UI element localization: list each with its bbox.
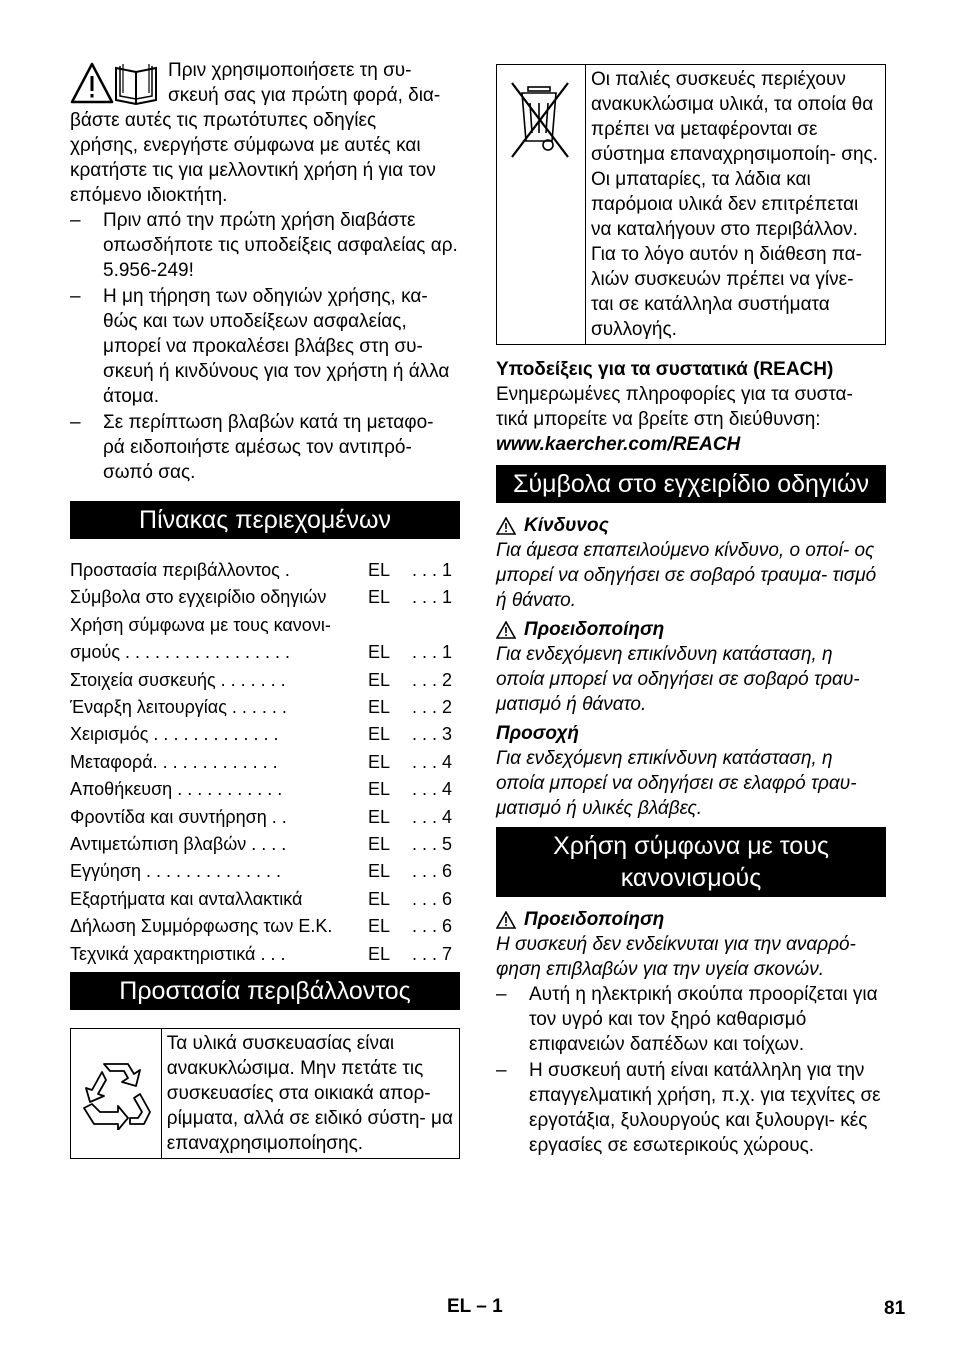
toc-row[interactable]: [70, 913, 460, 940]
toc-entry-title: Εξαρτήματα και ανταλλακτικά: [70, 888, 303, 909]
toc-row[interactable]: [70, 639, 460, 666]
toc-entry-page: . . . 3: [411, 724, 452, 745]
intro-line-1: Πριν χρησιμοποιήσετε τη συ-: [168, 60, 412, 81]
intro-line-2: σκευή σας για πρώτη φορά, δια-: [168, 85, 441, 106]
dash-mark: –: [70, 286, 81, 307]
toc-entry-lang: [368, 612, 402, 639]
toc-entry-title: Τεχνικά χαρακτηριστικά . . .: [70, 943, 286, 964]
list-item: [70, 208, 460, 283]
footer-page-ref: – 1: [476, 1296, 503, 1317]
dash-mark: –: [70, 412, 81, 433]
toc-entry-title: Στοιχεία συσκευής . . . . . . .: [70, 669, 286, 690]
list-item: [70, 410, 460, 485]
toc-entry-lang: EL: [368, 642, 391, 663]
toc-entry-title: Φροντίδα και συντήρηση . .: [70, 806, 287, 827]
dash-mark: –: [70, 210, 81, 231]
intro-line-6: επόμενο ιδιοκτήτη.: [70, 185, 228, 206]
toc-entry-page: . . . 5: [411, 834, 452, 855]
toc-entry-lang: EL: [368, 916, 391, 937]
toc-entry-lang: EL: [368, 861, 391, 882]
toc-row[interactable]: [70, 667, 460, 694]
bullet-text: Η συσκευή αυτή είναι κατάλληλη για την επαγγελματική χρήση, π.χ. για τεχνίτες σε εργοτάξια, ξυλουργούς και ξυλουργι- κές εργασίες σε εσωτερικούς χώρους.: [529, 1060, 881, 1156]
toc-row[interactable]: [70, 749, 460, 776]
toc-row[interactable]: [70, 831, 460, 858]
recycling-text: Τα υλικά συσκευασίας είναι ανακυκλώσιμα. Μην πετάτε τις συσκευασίες στα οικιακά απορ- ρίμματα, αλλά σε ειδικό σύστη- μα επαναχρησιμοποίησης.: [166, 1033, 453, 1155]
toc-entry-lang: EL: [368, 560, 391, 580]
warning-triangle-icon: [496, 911, 516, 929]
toc-entry-page: [402, 612, 460, 639]
toc-entry-title: Μεταφορά. . . . . . . . . . . . .: [70, 751, 278, 772]
danger-signal: [496, 513, 886, 538]
toc-row[interactable]: [70, 776, 460, 803]
reach-text: Ενημερωμένες πληροφορίες για τα συστα- τικά μπορείτε να βρείτε στη διεύθυνση:: [496, 384, 853, 430]
weee-box: [496, 64, 886, 345]
toc-entry-title: Έναρξη λειτουργίας . . . . . .: [70, 697, 287, 718]
toc-entry-page: . . . 2: [411, 697, 452, 718]
weee-text: Οι παλιές συσκευές περιέχουν ανακυκλώσιμα υλικά, τα οποία θα πρέπει να μεταφέρονται σε σύστημα επαναχρησιμοποίη- σης. Οι μπαταρίες, τα λάδια και παρόμοια υλικά δεν επιτρέπεται να καταλήγουν στο περιβάλλον. Για το λόγο αυτόν η διάθεση πα- λιών συσκευών πρέπει να γίνε- ται σε κατάλληλα συστήματα συλλογής.: [591, 69, 878, 340]
toc-entry-title: Προστασία περιβάλλοντος .: [70, 560, 290, 580]
list-item: [496, 982, 886, 1057]
toc-entry-lang: EL: [368, 834, 391, 855]
list-item: [70, 284, 460, 409]
toc-entry-lang: EL: [368, 943, 391, 964]
bullet-text: Σε περίπτωση βλαβών κατά τη μεταφο- ρά ειδοποιήστε αμέσως τον αντιπρό- σωπό σας.: [103, 412, 434, 483]
toc-entry-lang: EL: [368, 724, 391, 745]
usage-heading: Χρήση σύμφωνα με τους κανονισμούς: [496, 827, 886, 897]
warning-triangle-icon: [496, 621, 516, 639]
toc-entry-title: Σύμβολα στο εγχειρίδιο οδηγιών: [70, 587, 327, 608]
toc-row[interactable]: [70, 557, 460, 584]
footer-section: EL: [447, 1296, 471, 1317]
toc-entry-page: . . . 4: [411, 806, 452, 827]
usage-warning-signal: [496, 907, 886, 932]
reach-heading: Υποδείξεις για τα συστατικά (REACH): [496, 359, 834, 380]
recycling-icon: [71, 1029, 162, 1158]
toc-entry-title: σμούς . . . . . . . . . . . . . . . . .: [70, 642, 291, 663]
toc-row[interactable]: [70, 612, 460, 639]
toc-entry-page: . . . 1: [411, 642, 452, 663]
toc-row[interactable]: [70, 941, 460, 968]
toc-row[interactable]: [70, 584, 460, 611]
toc-entry-page: . . . 4: [411, 779, 452, 800]
toc-row[interactable]: [70, 694, 460, 721]
toc-entry-page: . . . 6: [411, 888, 452, 909]
toc-entry-title: Δήλωση Συμμόρφωσης των Ε.Κ.: [70, 916, 333, 937]
warning-signal: [496, 617, 886, 642]
toc-entry-lang: EL: [368, 751, 391, 772]
toc-entry-page: . . . 4: [411, 751, 452, 772]
toc-entry-lang: EL: [368, 779, 391, 800]
list-item: [496, 1058, 886, 1158]
caution-label: Προσοχή: [496, 723, 580, 744]
intro-bullet-list: [70, 208, 460, 485]
toc-entry-lang: EL: [368, 587, 391, 608]
warning-text: Για ενδεχόμενη επικίνδυνη κατάσταση, η οποία μπορεί να οδηγήσει σε σοβαρό τραυ- ματισμό ή θάνατο.: [496, 644, 860, 715]
page-number: 81: [884, 1298, 906, 1319]
danger-triangle-icon: [496, 517, 516, 535]
left-column: [70, 58, 460, 1159]
warning-and-manual-icon: [70, 62, 160, 106]
toc-row[interactable]: [70, 886, 460, 913]
toc-entry-title: Εγγύηση . . . . . . . . . . . . . .: [70, 861, 282, 882]
symbols-heading: Σύμβολα στο εγχειρίδιο οδηγιών: [496, 465, 886, 503]
toc-entry-lang: EL: [368, 888, 391, 909]
toc-entry-title: Χειρισμός . . . . . . . . . . . . .: [70, 724, 279, 745]
toc-entry-lang: EL: [368, 697, 391, 718]
usage-warning-text: Η συσκευή δεν ενδείκνυται για την αναρρό- φηση επιβλαβών για την υγεία σκονών.: [496, 934, 856, 980]
intro-line-3: βάστε αυτές τις πρωτότυπες οδηγίες: [70, 110, 377, 131]
dash-mark: –: [496, 1060, 507, 1081]
toc-entry-page: . . . 1: [411, 587, 452, 608]
bullet-text: Η μη τήρηση των οδηγιών χρήσης, κα- θώς και των υποδείξεων ασφαλείας, μπορεί να προκαλέσει βλάβες στη συ- σκευή ή κινδύνους για τον χρήστη ή άλλα άτομα.: [103, 286, 450, 407]
crossed-bin-icon: [497, 65, 586, 344]
toc-row[interactable]: [70, 804, 460, 831]
bullet-text: Αυτή η ηλεκτρική σκούπα προορίζεται για τον υγρό και τον ξηρό καθαρισμό επιφανειών δαπέδων και τοίχων.: [529, 984, 878, 1055]
environment-heading: Προστασία περιβάλλοντος: [70, 972, 460, 1010]
table-of-contents: [70, 557, 460, 968]
intro-line-4: χρήσης, ενεργήστε σύμφωνα με αυτές και: [70, 135, 421, 156]
usage-warning-label: Προειδοποίηση: [524, 909, 665, 930]
toc-entry-title: Αντιμετώπιση βλαβών . . . .: [70, 834, 287, 855]
toc-entry-lang: EL: [368, 806, 391, 827]
reach-link[interactable]: www.kaercher.com/REACH: [496, 434, 741, 455]
toc-row[interactable]: [70, 858, 460, 885]
dash-mark: –: [496, 984, 507, 1005]
toc-entry-title: Αποθήκευση . . . . . . . . . . .: [70, 779, 283, 800]
toc-heading: Πίνακας περιεχομένων: [70, 501, 460, 539]
footer-section-ref: [447, 1296, 503, 1318]
caution-text: Για ενδεχόμενη επικίνδυνη κατάσταση, η οποία μπορεί να οδηγήσει σε ελαφρό τραυ- ματισμό ή υλικές βλάβες.: [496, 748, 857, 819]
intro-section: [70, 58, 460, 485]
intro-line-5: κρατήστε τις για μελλοντική χρήση ή για τον: [70, 160, 436, 181]
caution-signal: [496, 721, 886, 746]
toc-entry-page: . . . 2: [411, 669, 452, 690]
recycling-box: [70, 1028, 460, 1159]
toc-entry-page: . . . 6: [411, 916, 452, 937]
toc-entry-title: Χρήση σύμφωνα με τους κανονι-: [70, 614, 331, 635]
toc-entry-page: . . . 6: [411, 861, 452, 882]
toc-entry-lang: EL: [368, 669, 391, 690]
warning-label: Προειδοποίηση: [524, 619, 665, 640]
toc-entry-page: . . . 1: [411, 560, 452, 580]
toc-row[interactable]: [70, 721, 460, 748]
right-column: [496, 64, 886, 1159]
bullet-text: Πριν από την πρώτη χρήση διαβάστε οπωσδήποτε τις υποδείξεις ασφαλείας αρ. 5.956-249!: [103, 210, 458, 281]
usage-bullet-list: [496, 982, 886, 1158]
toc-entry-page: . . . 7: [411, 943, 452, 964]
danger-text: Για άμεσα επαπειλούμενο κίνδυνο, ο οποί- ος μπορεί να οδηγήσει σε σοβαρό τραυμα- τισμό ή θάνατο.: [496, 540, 877, 611]
danger-label: Κίνδυνος: [524, 515, 609, 536]
